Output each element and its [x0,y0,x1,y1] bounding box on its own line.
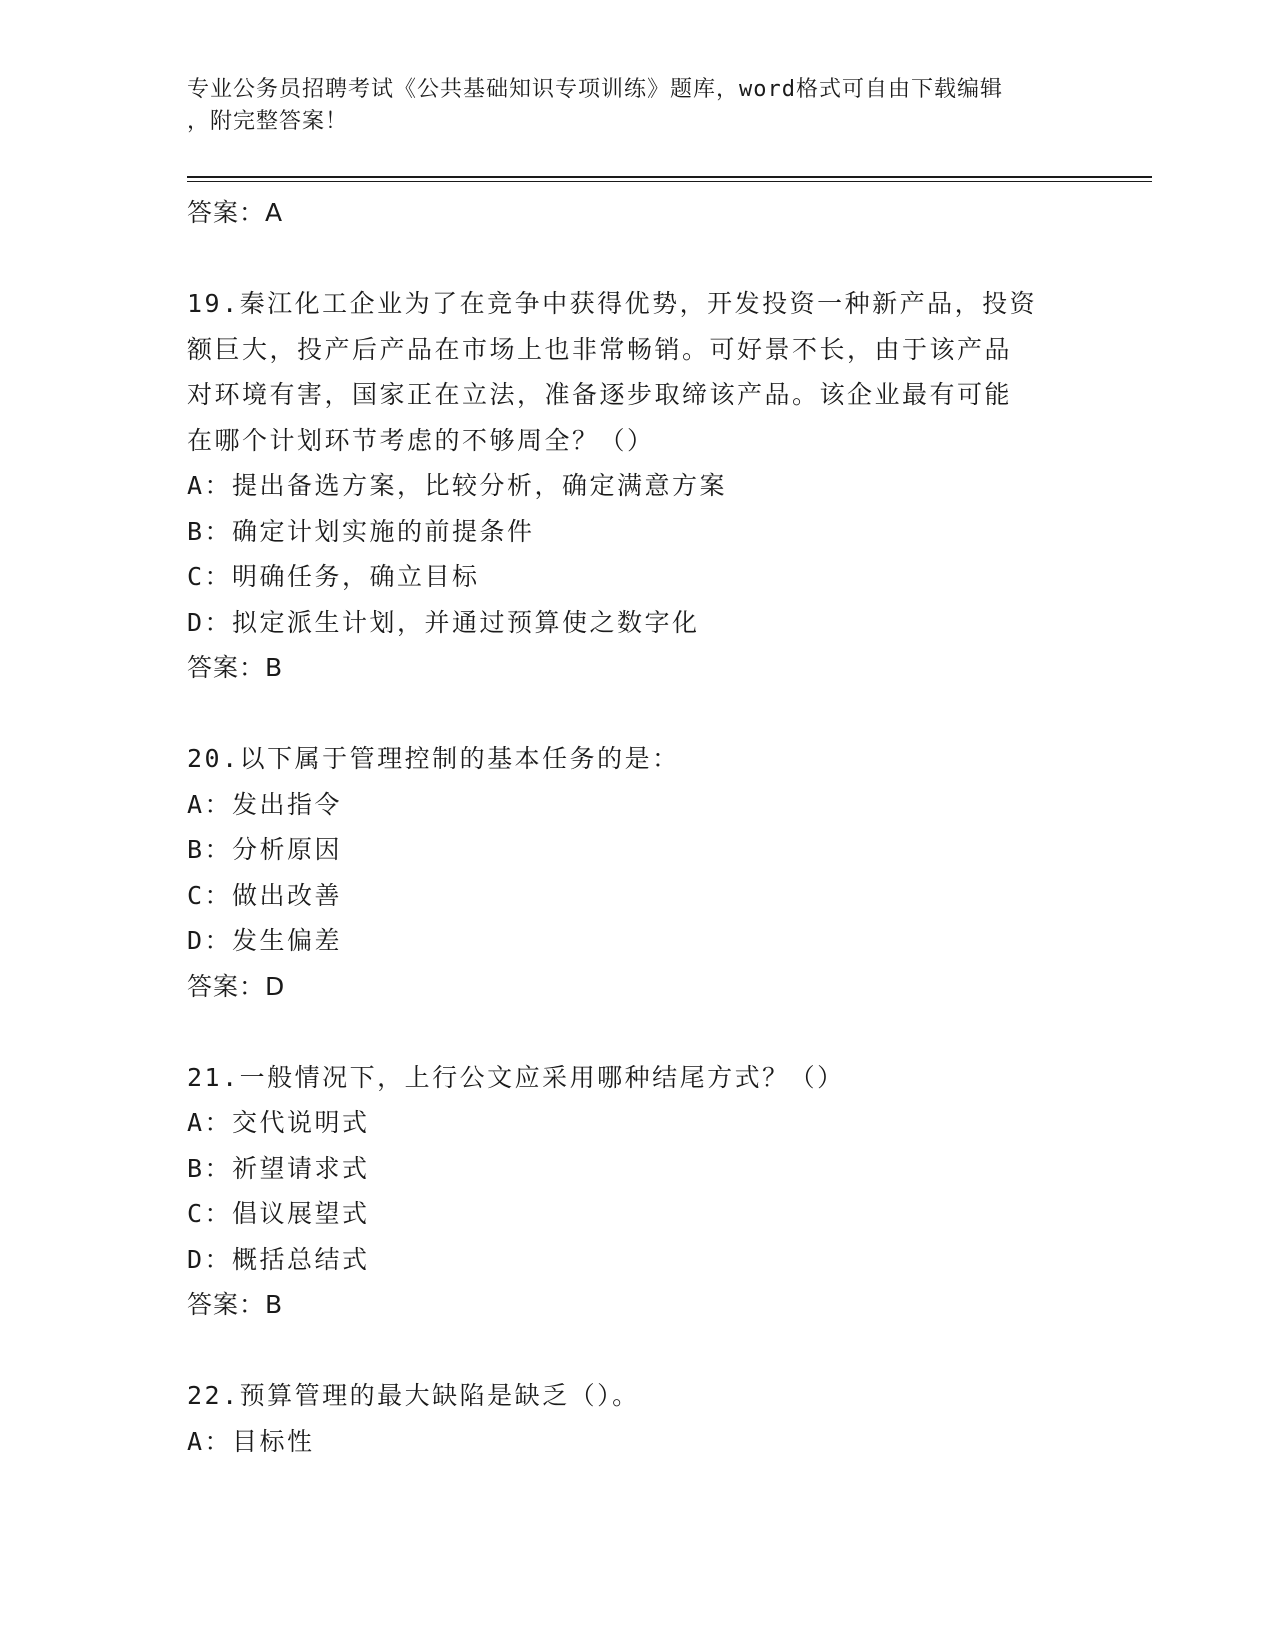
question-20-answer: 答案：D [187,971,286,1001]
question-19-line-4: 在哪个计划环节考虑的不够周全？（） [187,425,655,455]
document-header [187,74,1067,138]
spacer [187,1009,1087,1055]
header-line-2: ，附完整答案！ [187,109,349,134]
question-19-line-1: 19.秦江化工企业为了在竞争中获得优势，开发投资一种新产品，投资 [187,289,1038,318]
header-divider-thick [187,176,1152,178]
question-21-line-1: 21.一般情况下，上行公文应采用哪种结尾方式？（） [187,1062,845,1092]
question-19-option-c: C：明确任务，确立目标 [187,562,480,591]
question-21-option-b: B：祈望请求式 [187,1153,370,1183]
question-20-option-b: B：分析原因 [187,835,343,864]
spacer [187,1328,1087,1374]
question-19-line-2: 额巨大，投产后产品在市场上也非常畅销。可好景不长，由于该产品 [187,334,1013,364]
question-19-option-d: D：拟定派生计划，并通过预算使之数字化 [187,607,700,637]
question-20-line-1: 20.以下属于管理控制的基本任务的是： [187,744,680,773]
question-21-answer: 答案：B [187,1290,284,1319]
question-19-line-3: 对环境有害，国家正在立法，准备逐步取缔该产品。该企业最有可能 [187,380,1013,409]
question-20-option-a: A：发出指令 [187,789,343,819]
spacer [187,691,1087,737]
question-21-option-d: D：概括总结式 [187,1244,370,1274]
question-21-option-a: A：交代说明式 [187,1108,370,1137]
question-19 [187,281,1087,691]
question-22 [187,1373,1087,1464]
question-22-option-a: A：目标性 [187,1426,315,1456]
question-19-answer: 答案：B [187,653,284,682]
previous-answer: 答案：A [187,198,284,227]
question-21-option-c: C：倡议展望式 [187,1199,370,1228]
header-line-1: 专业公务员招聘考试《公共基础知识专项训练》题库，word格式可自由下载编辑 [187,77,1003,102]
question-19-option-b: B：确定计划实施的前提条件 [187,516,535,546]
spacer [187,236,1087,282]
question-21 [187,1055,1087,1328]
question-20-option-d: D：发生偏差 [187,926,343,955]
question-22-line-1: 22.预算管理的最大缺陷是缺乏（）。 [187,1381,640,1410]
question-19-option-a: A：提出备选方案，比较分析，确定满意方案 [187,471,728,500]
question-list [187,190,1087,1464]
question-20 [187,736,1087,1009]
header-divider-thin [187,181,1152,182]
question-20-option-c: C：做出改善 [187,880,343,910]
